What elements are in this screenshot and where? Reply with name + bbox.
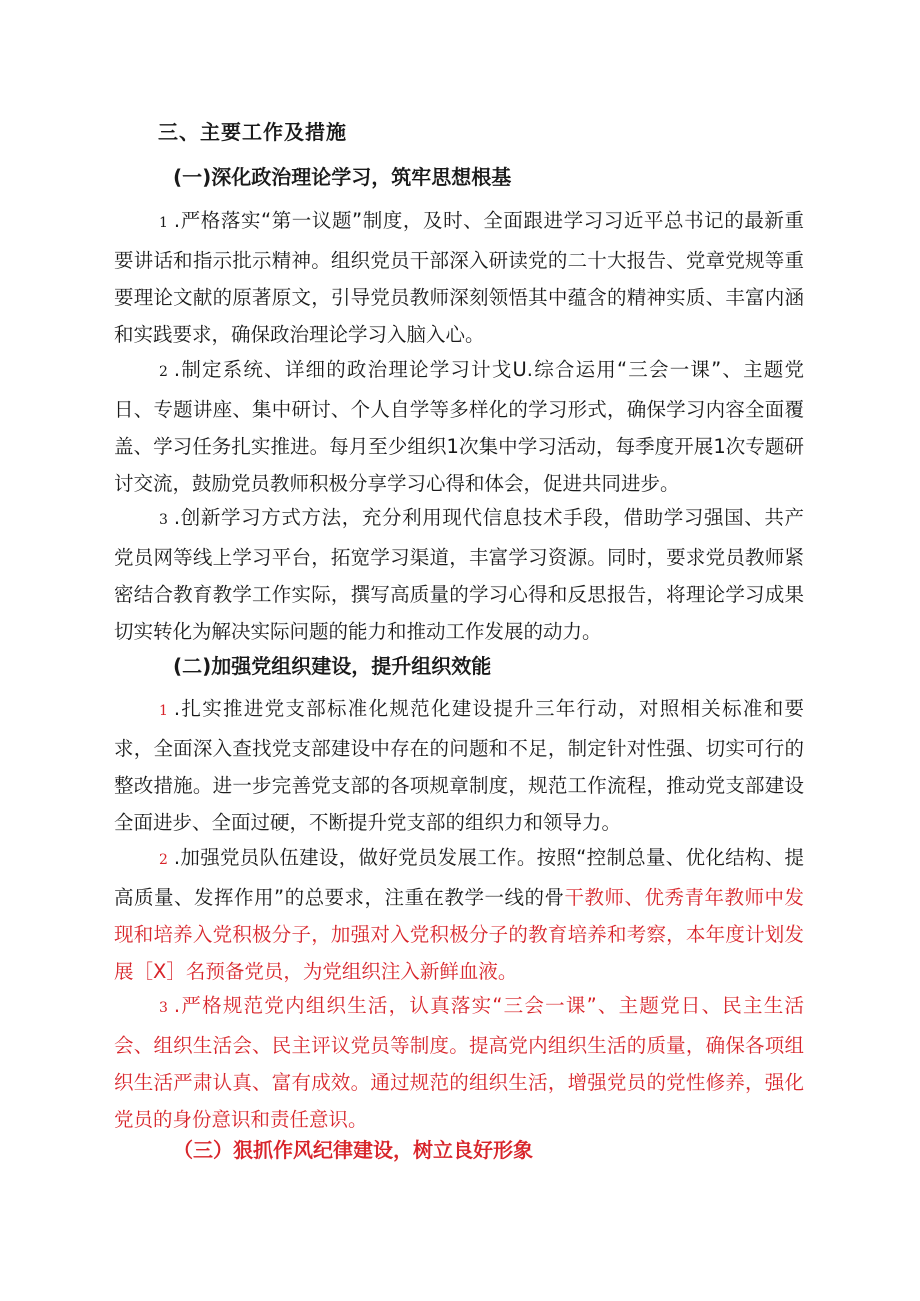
subsection-heading-3: （三）狠抓作风纪律建设，树立良好形象	[173, 1138, 533, 1162]
paragraph-1-2	[114, 351, 804, 502]
item-number: 3	[159, 512, 168, 528]
item-number: 2	[159, 364, 168, 380]
paragraph-1-1	[114, 202, 804, 353]
item-number: 3	[159, 1000, 168, 1016]
item-number: 1	[159, 215, 168, 231]
paragraph-2-1	[114, 690, 804, 841]
paragraph-1-3	[114, 499, 804, 650]
paragraph-text: .加强党员队伍建设，做好党员发展工作。按照“控制总量、优化结构、提高质量、发挥作用”的总要求，注重在教学一线的骨	[114, 846, 804, 909]
paragraph-text: .创新学习方式方法，充分利用现代信息技术手段，借助学习强国、共产党员网等线上学习平台，拓宽学习渠道，丰富学习资源。同时，要求党员教师紧密结合教育教学工作实际，撰写高质量的学习心得和反思报告，将理论学习成果切实转化为解决实际问题的能力和推动工作发展的动力。	[114, 506, 804, 643]
paragraph-text: .严格落实“第一议题”制度，及时、全面跟进学习习近平总书记的最新重要讲话和指示批示精神。组织党员干部深入研读党的二十大报告、党章党规等重要理论文献的原著原文，引导党员教师深刻领悟其中蕴含的精神实质、丰富内涵和实践要求，确保政治理论学习入脑入心。	[114, 209, 804, 346]
paragraph-2-2	[114, 839, 804, 990]
item-number: 1	[159, 703, 168, 719]
paragraph-2-3	[114, 987, 804, 1138]
subsection-heading-2: (二)加强党组织建设，提升组织效能	[173, 654, 492, 678]
subsection-heading-1: (一)深化政治理论学习，筑牢思想根基	[173, 165, 512, 189]
item-number: 2	[159, 852, 168, 868]
paragraph-text-highlighted: 干教师、优秀青年教师中发现和培养入党积极分子，加强对入党积极分子的教育培养和考察，本年度计划发展［X］名预备党员，为党组织注入新鲜血液。	[114, 886, 804, 983]
paragraph-text: .制定系统、详细的政治理论学习计戈U.综合运用“三会一课”、主题党日、专题讲座、集中研讨、个人自学等多样化的学习形式，确保学习内容全面覆盖、学习任务扎实推进。每月至少组织1次集中学习活动，每季度开展1次专题研讨交流，鼓励党员教师积极分享学习心得和体会，促进共同进步。	[114, 358, 804, 495]
paragraph-text: .扎实推进党支部标准化规范化建设提升三年行动，对照相关标准和要求，全面深入查找党支部建设中存在的问题和不足，制定针对性强、切实可行的整改措施。进一步完善党支部的各项规章制度，规范工作流程，推动党支部建设全面进步、全面过硬，不断提升党支部的组织力和领导力。	[114, 697, 804, 834]
paragraph-text: .严格规范党内组织生活，认真落实“三会一课”、主题党日、民主生活会、组织生活会、民主评议党员等制度。提高党内组织生活的质量，确保各项组织生活严肃认真、富有成效。通过规范的组织生活，增强党员的党性修养，强化党员的身份意识和责任意识。	[114, 994, 804, 1131]
section-heading: 三、主要工作及措施	[158, 120, 347, 144]
